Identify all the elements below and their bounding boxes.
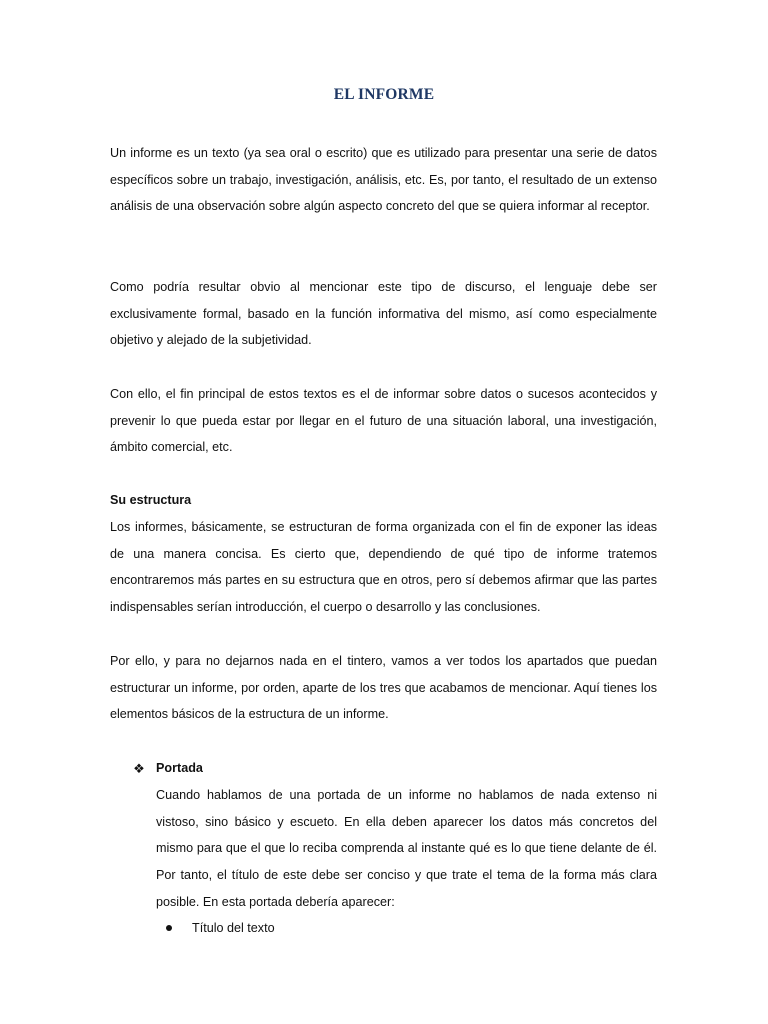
paragraph-purpose: Con ello, el fin principal de estos textos es el de informar sobre datos o sucesos acontecidos y prevenir lo que pueda estar por llegar en el futuro de una situación laboral, una investigación, ámbito comercial, etc.: [110, 387, 657, 455]
diamond-bullet-icon: ❖: [133, 760, 145, 776]
paragraph-sections: Por ello, y para no dejarnos nada en el tintero, vamos a ver todos los apartados que puedan estructurar un informe, por orden, aparte de los tres que acabamos de mencionar. Aquí tienes los elementos básicos de la estructura de un informe.: [110, 654, 657, 722]
list-item-label: Portada: [156, 761, 203, 775]
paragraph-intro: Un informe es un texto (ya sea oral o escrito) que es utilizado para presentar una serie de datos específicos sobre un trabajo, investigación, análisis, etc. Es, por tanto, el resultado de un extenso análisis de una observación sobre algún aspecto concreto del que se quiera informar al receptor.: [110, 146, 657, 214]
list-item-description: Cuando hablamos de una portada de un informe no hablamos de nada extenso ni vistoso, sino básico y escueto. En ella deben aparecer los datos más concretos del mismo para que el que lo reciba comprenda al instante qué es lo que tiene delante de él. Por tanto, el título de este debe ser conciso y que trate el tema de la forma más clara posible. En esta portada debería aparecer:: [156, 788, 657, 909]
paragraph-language: Como podría resultar obvio al mencionar este tipo de discurso, el lenguaje debe ser exclusivamente formal, basado en la función informativa del mismo, así como especialmente objetivo y alejado de la subjetividad.: [110, 280, 657, 348]
sub-list-item-label: Título del texto: [192, 921, 275, 935]
list-item-portada: [132, 755, 203, 782]
paragraph-structure: Los informes, básicamente, se estructuran de forma organizada con el fin de exponer las ideas de una manera concisa. Es cierto que, dependiendo de qué tipo de informe tratemos encontraremos más partes en su estructura que en otros, pero sí debemos afirmar que las partes indispensables serían introducción, el cuerpo o desarrollo y las conclusiones.: [110, 520, 657, 615]
document-title: EL INFORME: [333, 86, 435, 103]
round-bullet-icon: [166, 925, 172, 931]
section-heading: Su estructura: [110, 493, 192, 507]
sub-list-item: [166, 915, 275, 942]
